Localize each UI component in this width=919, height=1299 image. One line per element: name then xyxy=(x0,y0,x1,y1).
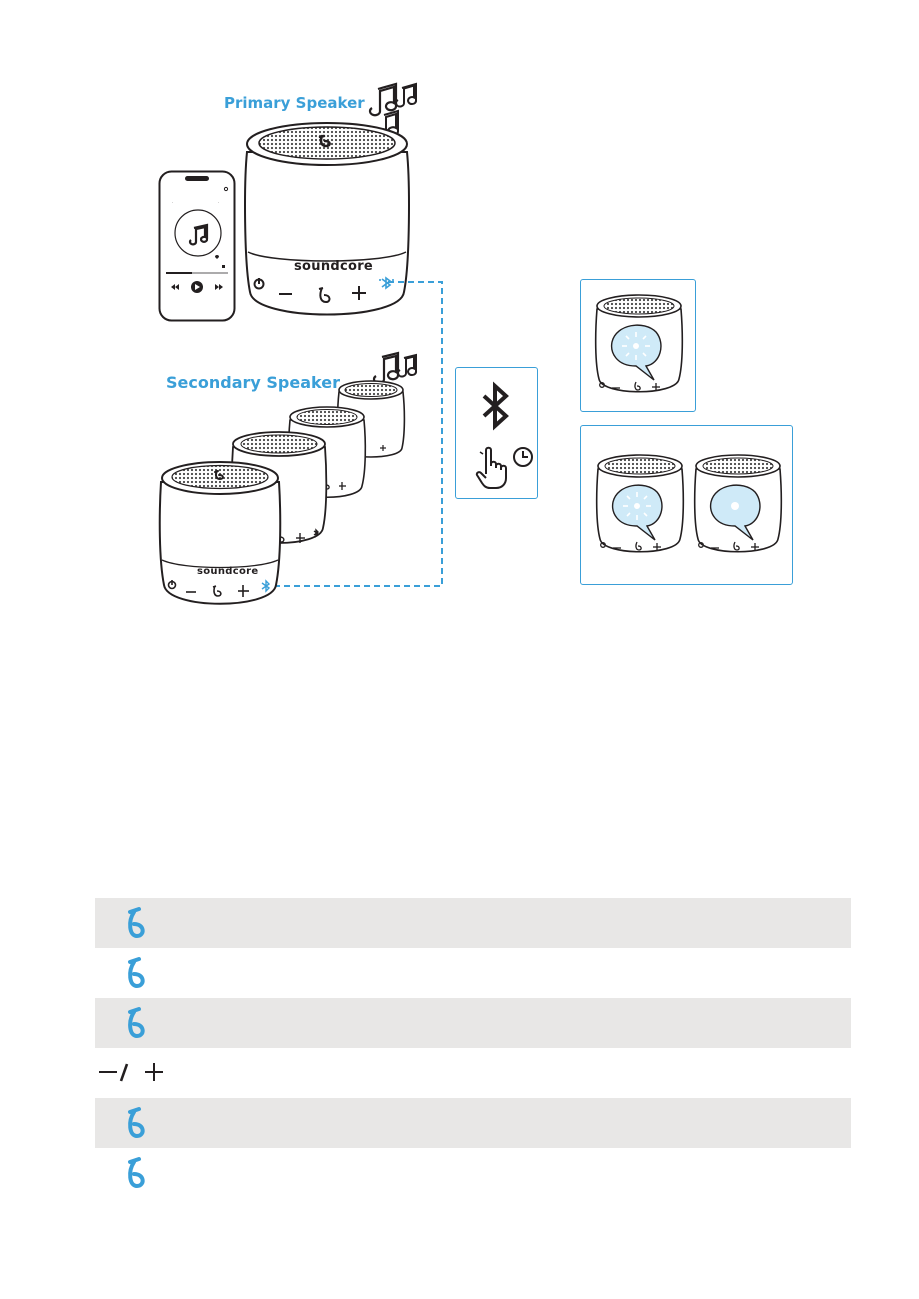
soundcore-button-icon xyxy=(123,1106,151,1140)
soundcore-button-icon xyxy=(123,956,151,990)
control-row-5 xyxy=(95,1098,851,1148)
volume-minus-plus-icon xyxy=(97,1060,167,1084)
pairing-result-panel xyxy=(580,425,793,585)
bluetooth-press-hold-panel xyxy=(455,367,538,499)
primary-speaker-label: Primary Speaker xyxy=(224,94,365,112)
clock-icon xyxy=(512,446,534,468)
bluetooth-icon xyxy=(480,382,512,430)
svg-text:': ' xyxy=(218,201,219,205)
control-row-6 xyxy=(95,1148,851,1198)
control-row-1 xyxy=(95,898,851,948)
speaker-flashing xyxy=(595,454,685,562)
speaker-flashing xyxy=(594,294,684,402)
secondary-speaker-label: Secondary Speaker xyxy=(166,373,340,392)
secondary-speaker-1 xyxy=(158,460,282,616)
primary-brand-logo: soundcore xyxy=(294,259,374,274)
secondary-brand-logo: soundcore xyxy=(197,566,259,577)
soundcore-button-icon xyxy=(123,906,151,940)
soundcore-button-icon xyxy=(123,1156,151,1190)
flashing-indicator-panel xyxy=(580,279,696,412)
soundcore-button-icon xyxy=(123,1006,151,1040)
control-row-2 xyxy=(95,948,851,998)
hand-press-icon xyxy=(476,446,512,490)
speaker-solid xyxy=(693,454,783,562)
svg-text:': ' xyxy=(172,201,173,205)
control-row-3 xyxy=(95,998,851,1048)
control-row-4 xyxy=(95,1048,851,1098)
